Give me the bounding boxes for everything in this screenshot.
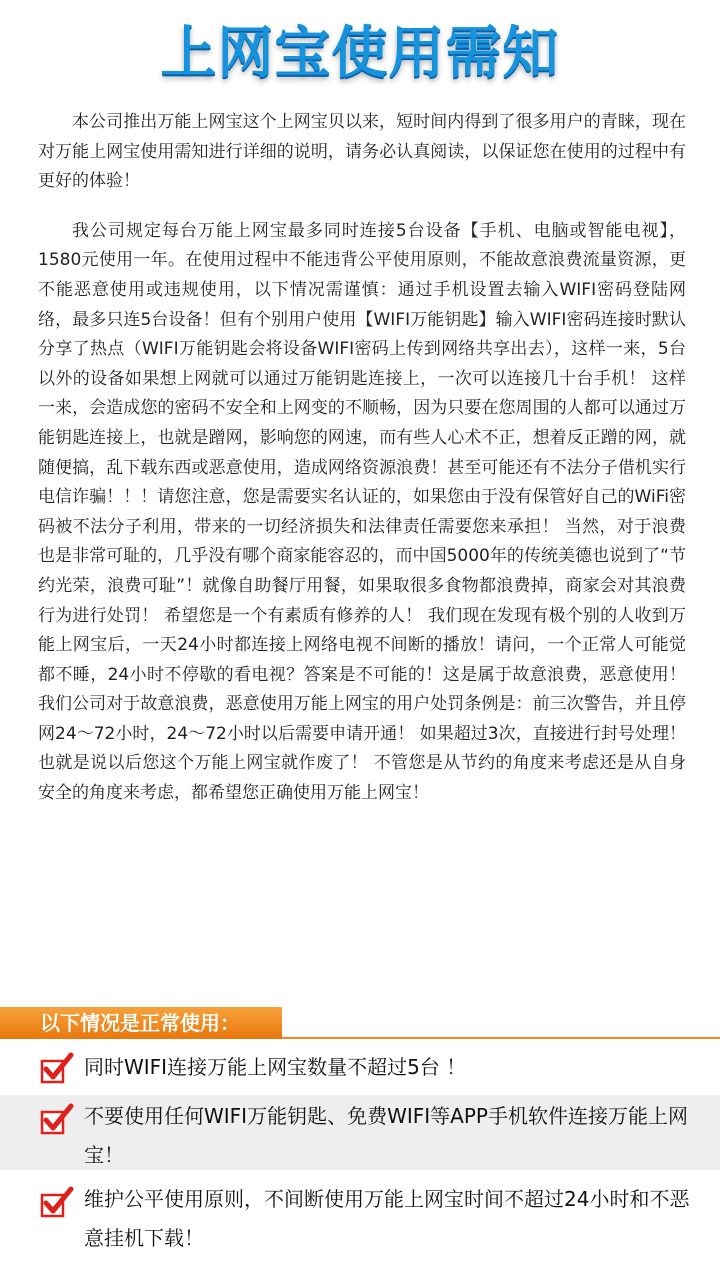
page-title: 上网宝使用需知 bbox=[160, 21, 560, 86]
checkmark-icon bbox=[40, 1052, 74, 1084]
checkmark-icon bbox=[40, 1103, 74, 1135]
list-item-text: 同时WIFI连接万能上网宝数量不超过5台 ！ bbox=[84, 1055, 467, 1079]
list-item bbox=[0, 1095, 720, 1170]
intro-paragraph: 本公司推出万能上网宝这个上网宝贝以来，短时间内得到了很多用户的青睐，现在对万能上网宝使用需知进行详细的说明，请务必认真阅读，以保证您在使用的过程中有更好的体验！ bbox=[38, 112, 686, 192]
notice-body bbox=[38, 108, 686, 809]
list-item bbox=[0, 1048, 720, 1087]
checkmark-icon bbox=[40, 1186, 74, 1218]
normal-use-heading: 以下情况是正常使用： bbox=[0, 1007, 282, 1039]
list-item-text: 维护公平使用原则，不间断使用万能上网宝时间不超过24小时和不恶意挂机下载！ bbox=[84, 1187, 690, 1250]
rules-paragraph: 我公司规定每台万能上网宝最多同时连接5台设备【手机、电脑或智能电视】，1580元使用一年。在使用过程中不能违背公平使用原则，不能故意浪费流量资源，更不能恶意使用或违规使用，以下情况需谨慎：通过手机设置去输入WIFI密码登陆网络，最多只连5台设备！但有个别用户使用【WIFI万能钥匙】输入WIFI密码连接时默认分享了热点（WIFI万能钥匙会将设备WIFI密码上传到网络共享出去），这样一来，5台以外的设备如果想上网就可以通过万能钥匙连接上，一次可以连接几十台手机！ 这样一来，会造成您的密码不安全和上网变的不顺畅，因为只要在您周围的人都可以通过万能钥匙连接上，也就是蹭网，影响您的网速，而有些人心术不正，想着反正蹭的网，就随便搞，乱下载东西或恶意使用，造成网络资源浪费！甚至可能还有不法分子借机实行电信诈骗！！！请您注意，您是需要实名认证的，如果您由于没有保管好自己的WiFi密码被不法分子利用，带来的一切经济损失和法律责任需要您来承担！ 当然，对于浪费也是非常可耻的，几乎没有哪个商家能容忍的，而中国5000年的传统美德也说到了“节约光荣，浪费可耻”！就像自助餐厅用餐，如果取很多食物都浪费掉，商家会对其浪费行为进行处罚！ 希望您是一个有素质有修养的人！ 我们现在发现有极个别的人收到万能上网宝后，一天24小时都连接上网络电视不间断的播放！请问，一个正常人可能觉都不睡，24小时不停歇的看电视？答案是不可能的！这是属于故意浪费，恶意使用！ 我们公司对于故意浪费，恶意使用万能上网宝的用户处罚条例是：前三次警告，并且停网24～72小时，24～72小时以后需要申请开通！ 如果超过3次，直接进行封号处理！也就是说以后您这个万能上网宝就作废了！ 不管您是从节约的角度来考虑还是从自身安全的角度来考虑，都希望您正确使用万能上网宝！ bbox=[38, 220, 686, 804]
list-item-text: 不要使用任何WIFI万能钥匙、免费WIFI等APP手机软件连接万能上网宝！ bbox=[84, 1104, 688, 1167]
list-item bbox=[0, 1180, 720, 1258]
